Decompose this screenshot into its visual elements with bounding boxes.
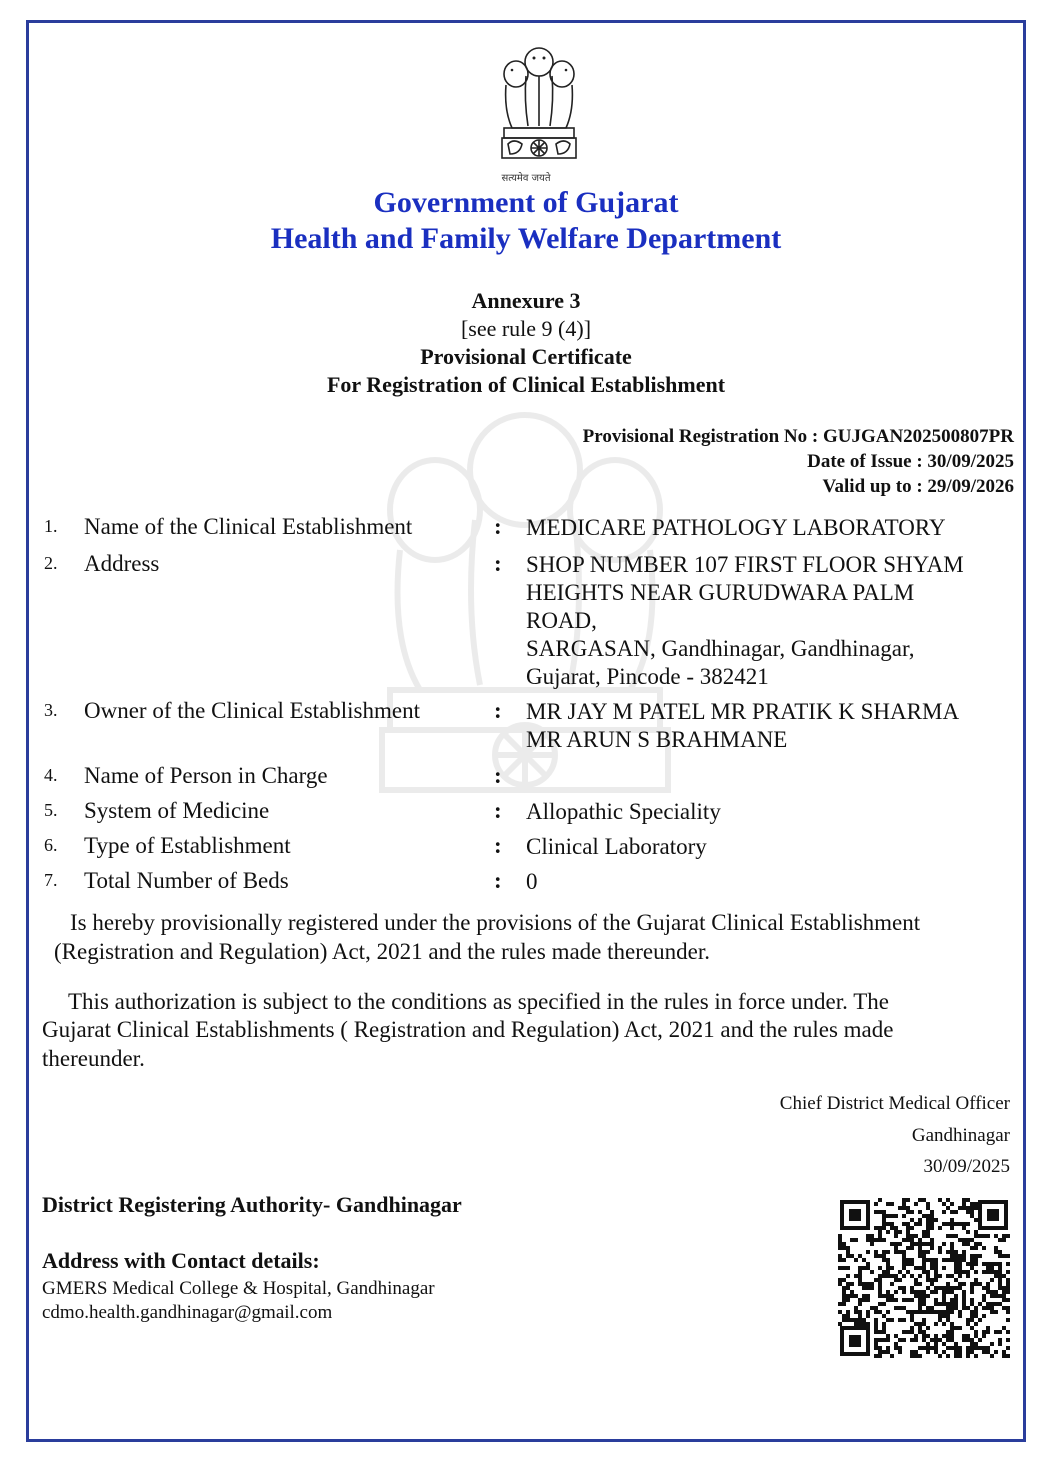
authorization-statement-cont: Gujarat Clinical Establishments ( Registration and Regulation) Act, 2021 and the rules made [42, 1017, 894, 1042]
annexure-heading: Annexure 3 [471, 288, 581, 313]
value-line: Gujarat, Pincode - 382421 [526, 664, 769, 689]
signatory-designation: Chief District Medical Officer [779, 1093, 1010, 1114]
value-line: MR ARUN S BRAHMANE [526, 727, 788, 752]
valid-upto: Valid up to : 29/09/2026 [822, 476, 1014, 497]
field-number: 4. [44, 765, 58, 785]
authorization-statement-end: thereunder. [42, 1046, 145, 1071]
field-value [526, 833, 1026, 861]
value-line: MR JAY M PATEL MR PRATIK K SHARMA [526, 699, 960, 724]
motto-text: सत्यमेव जयते [501, 173, 551, 184]
field-label: Owner of the Clinical Establishment [84, 698, 420, 723]
field-value [526, 514, 1026, 542]
field-value [526, 698, 1026, 754]
field-value [526, 798, 1026, 826]
registration-statement: Is hereby provisionally registered under the provisions of the Gujarat Clinical Establishment [70, 910, 921, 935]
value-line: MEDICARE PATHOLOGY LABORATORY [526, 515, 946, 540]
department-title: Health and Family Welfare Department [270, 222, 782, 255]
field-colon: : [494, 551, 502, 576]
field-colon: : [494, 698, 502, 723]
registration-details [583, 424, 1014, 499]
contact-email: cdmo.health.gandhinagar@gmail.com [42, 1302, 333, 1323]
field-label: Name of Person in Charge [84, 763, 328, 788]
field-number: 5. [44, 800, 58, 820]
rule-reference: [see rule 9 (4)] [460, 316, 592, 341]
value-line: Clinical Laboratory [526, 834, 707, 859]
value-line: 0 [526, 869, 538, 894]
field-number: 2. [44, 553, 58, 573]
contact-address: GMERS Medical College & Hospital, Gandhinagar [42, 1278, 435, 1299]
field-colon: : [494, 833, 502, 858]
registration-statement-cont: (Registration and Regulation) Act, 2021 and the rules made thereunder. [54, 939, 710, 964]
qr-code-icon [838, 1198, 1010, 1358]
issue-date: Date of Issue : 30/09/2025 [807, 451, 1014, 472]
certificate-title: Provisional Certificate [420, 344, 632, 369]
field-number: 1. [44, 516, 58, 536]
authorization-statement: This authorization is subject to the conditions as specified in the rules in force under. The [68, 989, 889, 1014]
field-number: 3. [44, 700, 58, 720]
field-label: System of Medicine [84, 798, 270, 823]
field-value [526, 551, 1026, 691]
value-line: HEIGHTS NEAR GURUDWARA PALM [526, 580, 915, 605]
registration-number: Provisional Registration No : GUJGAN202500807PR [582, 426, 1014, 447]
value-line: ROAD, [526, 608, 597, 633]
value-line: SARGASAN, Gandhinagar, Gandhinagar, [526, 636, 915, 661]
field-number: 7. [44, 870, 58, 890]
registering-authority: District Registering Authority- Gandhinagar [42, 1192, 462, 1217]
value-line: Allopathic Speciality [526, 799, 721, 824]
national-emblem-icon [496, 40, 582, 170]
field-colon: : [494, 763, 502, 788]
government-title: Government of Gujarat [373, 186, 679, 219]
field-label: Name of the Clinical Establishment [84, 514, 413, 539]
field-label: Address [84, 551, 160, 576]
certificate-purpose: For Registration of Clinical Establishment [326, 372, 726, 397]
signatory-date: 30/09/2025 [923, 1156, 1010, 1177]
field-colon: : [494, 798, 502, 823]
field-colon: : [494, 868, 502, 893]
field-value [526, 868, 1026, 896]
signatory-place: Gandhinagar [911, 1125, 1010, 1146]
field-number: 6. [44, 835, 58, 855]
field-label: Type of Establishment [84, 833, 291, 858]
field-label: Total Number of Beds [84, 868, 289, 893]
value-line: SHOP NUMBER 107 FIRST FLOOR SHYAM [526, 552, 964, 577]
contact-heading: Address with Contact details: [42, 1248, 320, 1273]
field-colon: : [494, 514, 502, 539]
